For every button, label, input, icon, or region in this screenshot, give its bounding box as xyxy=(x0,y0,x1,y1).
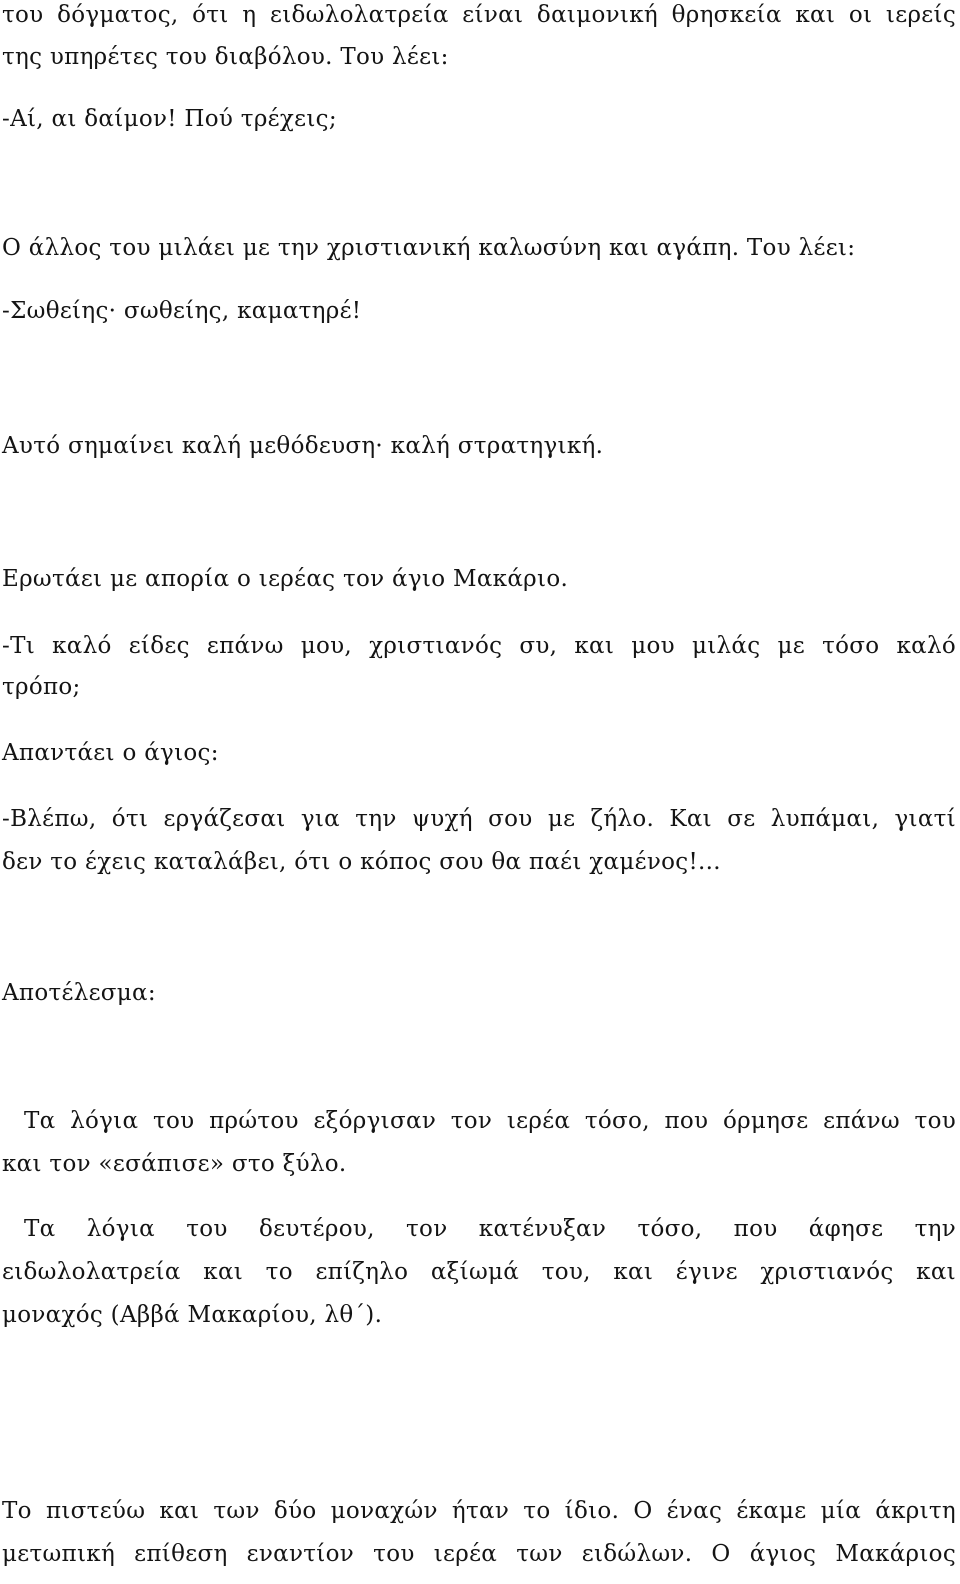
text-line: Ο άλλος του μιλάει με την χριστιανική καλωσύνη και αγάπη. Του λέει: xyxy=(2,235,856,261)
text-line: Απαντάει ο άγιος: xyxy=(2,740,219,766)
text-line: του δόγματος, ότι η ειδωλολατρεία είναι δαιμονική θρησκεία και οι ιερείς xyxy=(2,2,956,28)
text-line: της υπηρέτες του διαβόλου. Του λέει: xyxy=(2,44,449,70)
text-line: μοναχός (Αββά Μακαρίου, λθ΄). xyxy=(2,1302,383,1328)
text-line: -Βλέπω, ότι εργάζεσαι για την ψυχή σου με ζήλο. Και σε λυπάμαι, γιατί xyxy=(2,806,956,832)
text-line: Αυτό σημαίνει καλή μεθόδευση· καλή στρατηγική. xyxy=(2,433,604,459)
text-line: Το πιστεύω και των δύο μοναχών ήταν το ίδιο. Ο ένας έκαμε μία άκριτη xyxy=(2,1498,956,1524)
text-line: μετωπική επίθεση εναντίον του ιερέα των ειδώλων. Ο άγιος Μακάριος xyxy=(2,1541,956,1567)
text-line: -Σωθείης· σωθείης, καματηρέ! xyxy=(2,298,362,324)
text-line: ειδωλολατρεία και το επίζηλο αξίωμά του, και έγινε χριστιανός και xyxy=(2,1259,956,1285)
text-line: Τα λόγια του πρώτου εξόργισαν τον ιερέα τόσο, που όρμησε επάνω του xyxy=(24,1108,956,1134)
text-line: -Τι καλό είδες επάνω μου, χριστιανός συ, και μου μιλάς με τόσο καλό xyxy=(2,633,956,659)
text-line: και τον «εσάπισε» στο ξύλο. xyxy=(2,1151,347,1177)
text-line: Αποτέλεσμα: xyxy=(2,980,156,1006)
text-line: Ερωτάει με απορία ο ιερέας τον άγιο Μακάριο. xyxy=(2,566,569,592)
text-line: δεν το έχεις καταλάβει, ότι ο κόπος σου θα παέι χαμένος!... xyxy=(2,849,721,875)
text-line: Τα λόγια του δευτέρου, τον κατένυξαν τόσο, που άφησε την xyxy=(24,1216,956,1242)
text-line: -Αί, αι δαίμον! Πού τρέχεις; xyxy=(2,106,337,132)
text-line: τρόπο; xyxy=(2,674,81,700)
